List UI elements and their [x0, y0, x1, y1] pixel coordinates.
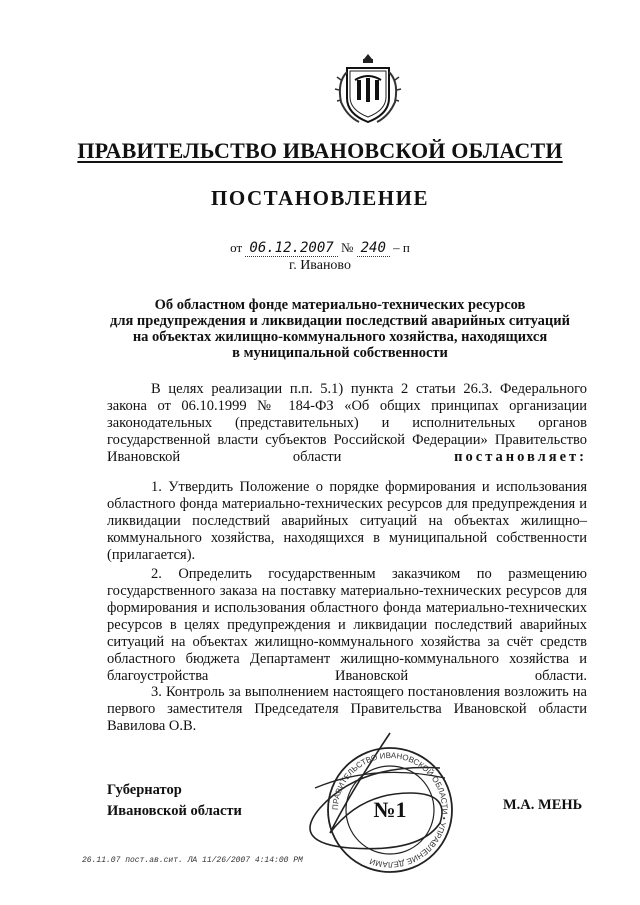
from-label: от [230, 240, 243, 255]
title-line: на объектах жилищно-коммунального хозяйства, находящихся [132, 329, 548, 345]
decree-date: 06.12.2007 [245, 240, 337, 257]
title-line: Об областном фонде материально-технических ресурсов [154, 297, 526, 313]
clause-1: 1. Утвердить Положение о порядке формирования и использования областного фонда материально-технических ресурсов для предупреждения и ликвидации последствий аварийных ситуаций на объектах жилищно–коммунального хозяйства, находящихся в муниципальной собственности (прилагается). [107, 479, 587, 563]
file-footer: 26.11.07 пост.ав.сит. ЛА 11/26/2007 4:14:00 PM [82, 856, 303, 865]
number-suffix: – п [393, 240, 410, 255]
governor-name: М.А. МЕНЬ [503, 797, 583, 813]
number-label: № [340, 240, 354, 255]
clause-3: 3. Контроль за выполнением настоящего постановления возложить на первого заместителя Председателя Правительства Ивановской области Вавилова О.В. [107, 684, 587, 734]
governor-title [107, 780, 242, 822]
city-label: г. Иваново [289, 258, 351, 273]
decree-verb: постановляет: [454, 449, 587, 465]
preamble-text: В целях реализации п.п. 5.1) пункта 2 статьи 26.3. Федерального закона от 06.10.1999 № 184-ФЗ «Об общих принципах организации законодательных (представительных) и исполнительных органов государственной власти субъектов Российской Федерации» Правительство Ивановской области [107, 381, 587, 465]
seal-ring-text: ПРАВИТЕЛЬСТВО ИВАНОВСКОЙ ОБЛАСТИ • УПРАВЛЕНИЕ ДЕЛАМИ [330, 750, 450, 870]
government-heading: ПРАВИТЕЛЬСТВО ИВАНОВСКОЙ ОБЛАСТИ [77, 138, 563, 163]
document-type-heading: ПОСТАНОВЛЕНИЕ [211, 186, 429, 210]
official-seal [325, 745, 455, 880]
seal-number: №1 [373, 797, 407, 822]
governor-title-line: Губернатор [107, 782, 182, 798]
clause-2: 2. Определить государственным заказчиком по размещению государственного заказа на поставку материально-технических ресурсов для формирования и использования областного фонда материально-технических ресурсов в целях предупреждения и ликвидации последствий аварийных ситуаций на объектах жилищно-коммунального хозяйства за счёт средств областного бюджета Департамент жилищно-коммунального хозяйства и благоустройства Ивановской области. [107, 566, 587, 684]
coat-of-arms-emblem [333, 50, 403, 130]
preamble-paragraph [107, 381, 587, 483]
title-line: для предупреждения и ликвидации последствий аварийных ситуаций [109, 313, 570, 329]
decree-title [90, 297, 590, 361]
title-line: в муниципальной собственности [232, 345, 448, 361]
decree-number: 240 [357, 240, 390, 257]
decree-number-line [0, 240, 640, 256]
governor-title-line: Ивановской области [107, 803, 242, 819]
